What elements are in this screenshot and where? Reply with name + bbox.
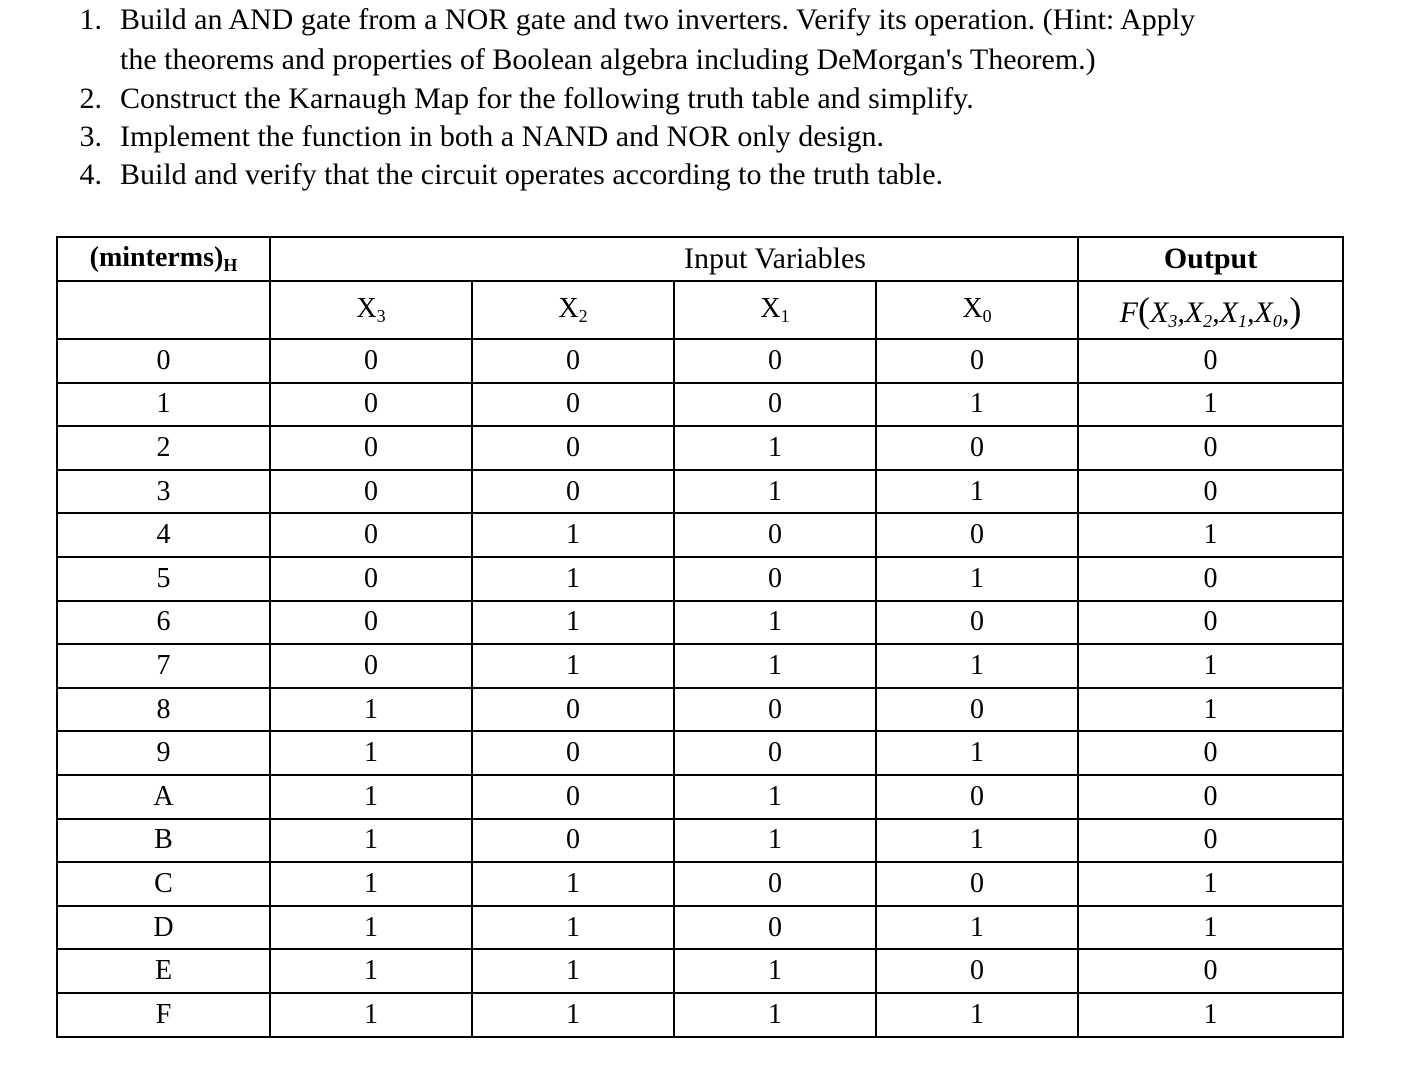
x1-cell: 1 xyxy=(674,470,876,514)
minterm-cell: B xyxy=(57,819,270,863)
table-row xyxy=(57,470,1343,514)
output-cell: 1 xyxy=(1078,906,1343,950)
x0-cell: 1 xyxy=(876,993,1078,1037)
x1-cell: 0 xyxy=(674,688,876,732)
table-row xyxy=(57,949,1343,993)
header-row xyxy=(57,237,1343,281)
x0-cell: 1 xyxy=(876,383,1078,427)
output-header: Output xyxy=(1078,237,1343,281)
x1-cell: 0 xyxy=(674,906,876,950)
minterm-cell: 8 xyxy=(57,688,270,732)
x3-cell: 1 xyxy=(270,949,472,993)
x3-cell: 1 xyxy=(270,688,472,732)
minterm-cell: D xyxy=(57,906,270,950)
minterm-cell: 2 xyxy=(57,426,270,470)
output-cell: 1 xyxy=(1078,688,1343,732)
minterm-cell: F xyxy=(57,993,270,1037)
instruction-text: Construct the Karnaugh Map for the following truth table and simplify. xyxy=(120,82,974,115)
table-row xyxy=(57,426,1343,470)
x3-cell: 0 xyxy=(270,644,472,688)
table-row xyxy=(57,862,1343,906)
x1-cell: 0 xyxy=(674,513,876,557)
table-row xyxy=(57,383,1343,427)
minterm-cell: 4 xyxy=(57,513,270,557)
instruction-item xyxy=(62,0,1362,80)
output-cell: 0 xyxy=(1078,339,1343,383)
x2-cell: 0 xyxy=(472,383,674,427)
x3-cell: 0 xyxy=(270,470,472,514)
minterm-cell: 6 xyxy=(57,601,270,645)
x1-cell: 0 xyxy=(674,862,876,906)
x3-cell: 0 xyxy=(270,339,472,383)
minterm-cell: C xyxy=(57,862,270,906)
minterm-cell: 9 xyxy=(57,731,270,775)
table-row xyxy=(57,688,1343,732)
instruction-text: Implement the function in both a NAND and NOR only design. xyxy=(120,120,885,153)
x3-cell: 1 xyxy=(270,993,472,1037)
x3-cell: 0 xyxy=(270,383,472,427)
var-x0-header: $X_0$ xyxy=(876,281,1078,339)
minterm-cell: 5 xyxy=(57,557,270,601)
x0-cell: 0 xyxy=(876,601,1078,645)
x2-cell: 1 xyxy=(472,601,674,645)
x0-cell: 0 xyxy=(876,949,1078,993)
table-row xyxy=(57,601,1343,645)
x2-cell: 0 xyxy=(472,819,674,863)
output-cell: 0 xyxy=(1078,819,1343,863)
instruction-number: 1. xyxy=(79,3,102,36)
x2-cell: 0 xyxy=(472,470,674,514)
x2-cell: 1 xyxy=(472,949,674,993)
x0-cell: 1 xyxy=(876,906,1078,950)
x2-cell: 1 xyxy=(472,513,674,557)
x2-cell: 0 xyxy=(472,775,674,819)
x2-cell: 0 xyxy=(472,731,674,775)
instruction-number: 3. xyxy=(79,120,102,153)
x1-cell: 1 xyxy=(674,993,876,1037)
variable-header-row xyxy=(57,281,1343,339)
minterm-cell: 0 xyxy=(57,339,270,383)
minterms-header: $(minterms)_H$ xyxy=(57,237,270,281)
x1-cell: 1 xyxy=(674,949,876,993)
function-header: $F(X_3,X_2,X_1,X_0,)$ xyxy=(1078,281,1343,339)
x0-cell: 1 xyxy=(876,557,1078,601)
var-x1-header: $X_1$ xyxy=(674,281,876,339)
x0-cell: 1 xyxy=(876,644,1078,688)
output-cell: 1 xyxy=(1078,993,1343,1037)
table-row xyxy=(57,731,1343,775)
minterm-cell: E xyxy=(57,949,270,993)
minterm-cell: 3 xyxy=(57,470,270,514)
output-cell: 0 xyxy=(1078,601,1343,645)
output-cell: 1 xyxy=(1078,862,1343,906)
output-cell: 0 xyxy=(1078,775,1343,819)
x0-cell: 0 xyxy=(876,862,1078,906)
x3-cell: 0 xyxy=(270,557,472,601)
x1-cell: 0 xyxy=(674,339,876,383)
x2-cell: 0 xyxy=(472,426,674,470)
instruction-item xyxy=(62,118,1362,156)
x1-cell: 0 xyxy=(674,731,876,775)
x1-cell: 1 xyxy=(674,819,876,863)
x3-cell: 0 xyxy=(270,513,472,557)
output-cell: 1 xyxy=(1078,644,1343,688)
output-cell: 1 xyxy=(1078,513,1343,557)
x3-cell: 0 xyxy=(270,426,472,470)
x2-cell: 0 xyxy=(472,339,674,383)
var-x2-header: $X_2$ xyxy=(472,281,674,339)
x0-cell: 1 xyxy=(876,470,1078,514)
minterm-cell: A xyxy=(57,775,270,819)
minterm-cell: 1 xyxy=(57,383,270,427)
x1-cell: 1 xyxy=(674,426,876,470)
output-cell: 0 xyxy=(1078,557,1343,601)
table-row xyxy=(57,339,1343,383)
x3-cell: 1 xyxy=(270,862,472,906)
x0-cell: 0 xyxy=(876,513,1078,557)
table-row xyxy=(57,557,1343,601)
table-row xyxy=(57,819,1343,863)
table-row xyxy=(57,775,1343,819)
instruction-text: Build an AND gate from a NOR gate and two inverters. Verify its operation. (Hint: Apply xyxy=(120,3,1196,36)
x3-cell: 1 xyxy=(270,731,472,775)
x2-cell: 0 xyxy=(472,688,674,732)
truth-table-body xyxy=(57,339,1343,1037)
instruction-number: 4. xyxy=(79,158,102,191)
output-cell: 0 xyxy=(1078,731,1343,775)
x0-cell: 0 xyxy=(876,775,1078,819)
output-cell: 0 xyxy=(1078,470,1343,514)
instruction-item xyxy=(62,80,1362,118)
instruction-text: Build and verify that the circuit operates according to the truth table. xyxy=(120,158,944,191)
x0-cell: 1 xyxy=(876,819,1078,863)
table-row xyxy=(57,906,1343,950)
x3-cell: 1 xyxy=(270,819,472,863)
x1-cell: 0 xyxy=(674,383,876,427)
instruction-list xyxy=(62,0,1362,194)
x1-cell: 0 xyxy=(674,557,876,601)
x0-cell: 0 xyxy=(876,688,1078,732)
output-cell: 1 xyxy=(1078,383,1343,427)
var-x3-header: $X_3$ xyxy=(270,281,472,339)
x0-cell: 0 xyxy=(876,339,1078,383)
x3-cell: 0 xyxy=(270,601,472,645)
x2-cell: 1 xyxy=(472,557,674,601)
x1-cell: 1 xyxy=(674,601,876,645)
instruction-item xyxy=(62,156,1362,194)
x2-cell: 1 xyxy=(472,644,674,688)
output-cell: 0 xyxy=(1078,949,1343,993)
x2-cell: 1 xyxy=(472,993,674,1037)
output-cell: 0 xyxy=(1078,426,1343,470)
instruction-text-continued: the theorems and properties of Boolean algebra including DeMorgan's Theorem.) xyxy=(120,43,1096,76)
x1-cell: 1 xyxy=(674,775,876,819)
table-row xyxy=(57,644,1343,688)
table-row xyxy=(57,513,1343,557)
table-row xyxy=(57,993,1343,1037)
instruction-number: 2. xyxy=(79,82,102,115)
x0-cell: 1 xyxy=(876,731,1078,775)
x1-cell: 1 xyxy=(674,644,876,688)
x0-cell: 0 xyxy=(876,426,1078,470)
x2-cell: 1 xyxy=(472,862,674,906)
x2-cell: 1 xyxy=(472,906,674,950)
x3-cell: 1 xyxy=(270,775,472,819)
truth-table xyxy=(56,236,1344,1038)
input-variables-header: Input Variables xyxy=(674,237,876,281)
minterm-cell: 7 xyxy=(57,644,270,688)
x3-cell: 1 xyxy=(270,906,472,950)
